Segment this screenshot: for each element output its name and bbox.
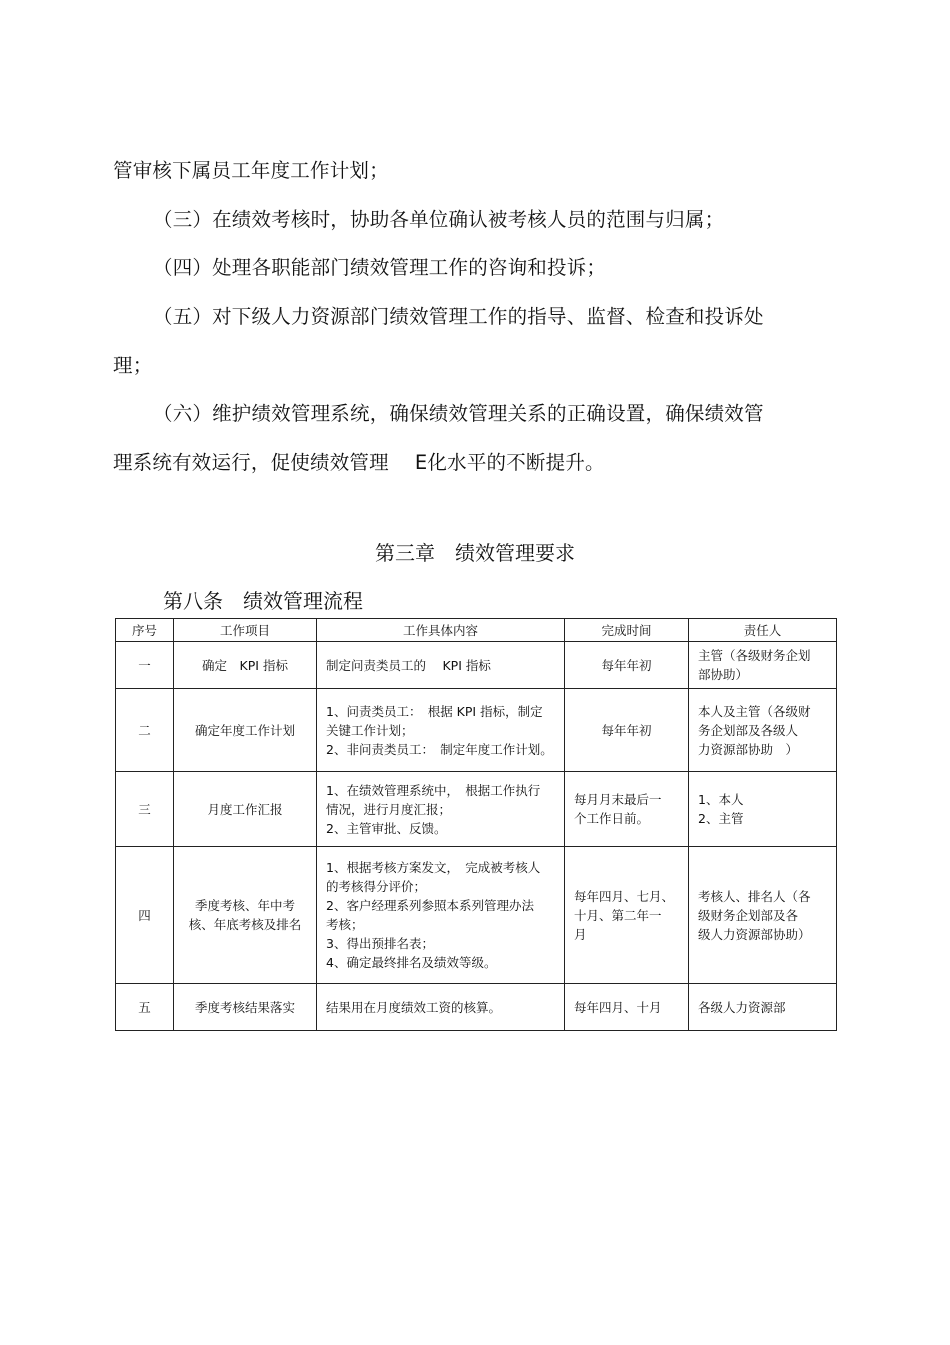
cell-owner [689,689,837,772]
time-line: 月 [574,926,587,942]
header-owner: 责任人 [689,619,837,642]
chapter-title: 第三章 绩效管理要求 [375,541,575,565]
content-line: 的考核得分评价； [326,879,427,894]
header-no: 序号 [116,619,174,642]
cell-no: 二 [116,689,174,772]
header-item: 工作项目 [174,619,317,642]
content-line: 结果用在月度绩效工资的核算。 [326,999,502,1015]
cell-item: 月度工作汇报 [174,772,317,847]
cell-item: 确定 KPI 指标 [174,642,317,689]
content-line: 考核； [326,917,364,932]
owner-line: 1、本人 [698,792,744,807]
owner-line: 级财务企划部及各 [698,907,799,923]
cell-no: 一 [116,642,174,689]
cell-content [317,984,565,1031]
owner-line: 务企划部及各级人 [698,722,799,738]
content-line: 2、非问责类员工： 制定年度工作计划。 [326,741,553,757]
paragraph-line: 理系统有效运行，促使绩效管理 E化水平的不断提升。 [113,451,605,474]
time-line: 每年年初 [601,657,652,673]
table-row [116,847,837,984]
paragraph-line: 理； [113,354,153,377]
content-line: 关键工作计划； [326,722,414,738]
cell-item: 季度考核结果落实 [174,984,317,1031]
content-line: 4、确定最终排名及绩效等级。 [326,955,497,970]
paragraph-line: （六）维护绩效管理系统，确保绩效管理关系的正确设置，确保绩效管 [153,402,764,425]
table-row [116,642,837,689]
workflow-table [115,618,837,1031]
cell-no: 三 [116,772,174,847]
cell-owner [689,984,837,1031]
content-line: 1、在绩效管理系统中， 根据工作执行 [326,782,541,798]
content-line: 1、问责类员工： 根据 KPI 指标，制定 [326,703,543,719]
cell-item: 确定年度工作计划 [174,689,317,772]
header-content: 工作具体内容 [317,619,565,642]
cell-owner [689,772,837,847]
paragraph-line: 管审核下属员工年度工作计划； [113,159,389,182]
cell-content [317,847,565,984]
cell-content [317,772,565,847]
table-row [116,772,837,847]
cell-item: 季度考核、年中考核、年底考核及排名 [174,847,317,984]
time-line: 每月月末最后一 [574,792,662,807]
content-line: 情况，进行月度汇报； [326,801,452,817]
cell-time [565,689,689,772]
table-row [116,689,837,772]
paragraph-line: （四）处理各职能部门绩效管理工作的咨询和投诉； [153,256,607,279]
cell-time [565,847,689,984]
time-line: 每年年初 [601,722,652,738]
cell-owner [689,642,837,689]
owner-line: 主管（各级财务企划 [698,648,811,663]
content-line: 2、主管审批、反馈。 [326,820,447,836]
header-time: 完成时间 [565,619,689,642]
paragraph-line: （五）对下级人力资源部门绩效管理工作的指导、监督、检查和投诉处 [153,305,764,328]
content-line: 2、客户经理系列参照本系列管理办法 [326,898,534,913]
cell-owner [689,847,837,984]
paragraph-line: （三）在绩效考核时，协助各单位确认被考核人员的范围与归属； [153,208,725,231]
content-line: 3、得出预排名表； [326,936,434,951]
cell-content [317,689,565,772]
time-line: 个工作日前。 [574,811,650,826]
time-line: 每年四月、十月 [574,999,662,1015]
owner-line: 部协助） [698,667,749,682]
owner-line: 2、主管 [698,811,744,826]
cell-content [317,642,565,689]
content-line: 1、根据考核方案发文， 完成被考核人 [326,860,541,875]
owner-line: 力资源部协助 ） [698,741,799,757]
owner-line: 级人力资源部协助） [698,926,811,942]
table-header-row [116,619,837,642]
cell-time [565,642,689,689]
time-line: 十月、第二年一 [574,907,662,923]
owner-line: 考核人、排名人（各 [698,888,811,904]
owner-line: 本人及主管（各级财 [698,703,811,719]
table-row [116,984,837,1031]
cell-no: 五 [116,984,174,1031]
owner-line: 各级人力资源部 [698,999,786,1015]
article-title: 第八条 绩效管理流程 [163,589,363,613]
content-line: 制定问责类员工的 KPI 指标 [326,657,491,673]
cell-no: 四 [116,847,174,984]
time-line: 每年四月、七月、 [574,888,675,904]
cell-time [565,772,689,847]
cell-time [565,984,689,1031]
